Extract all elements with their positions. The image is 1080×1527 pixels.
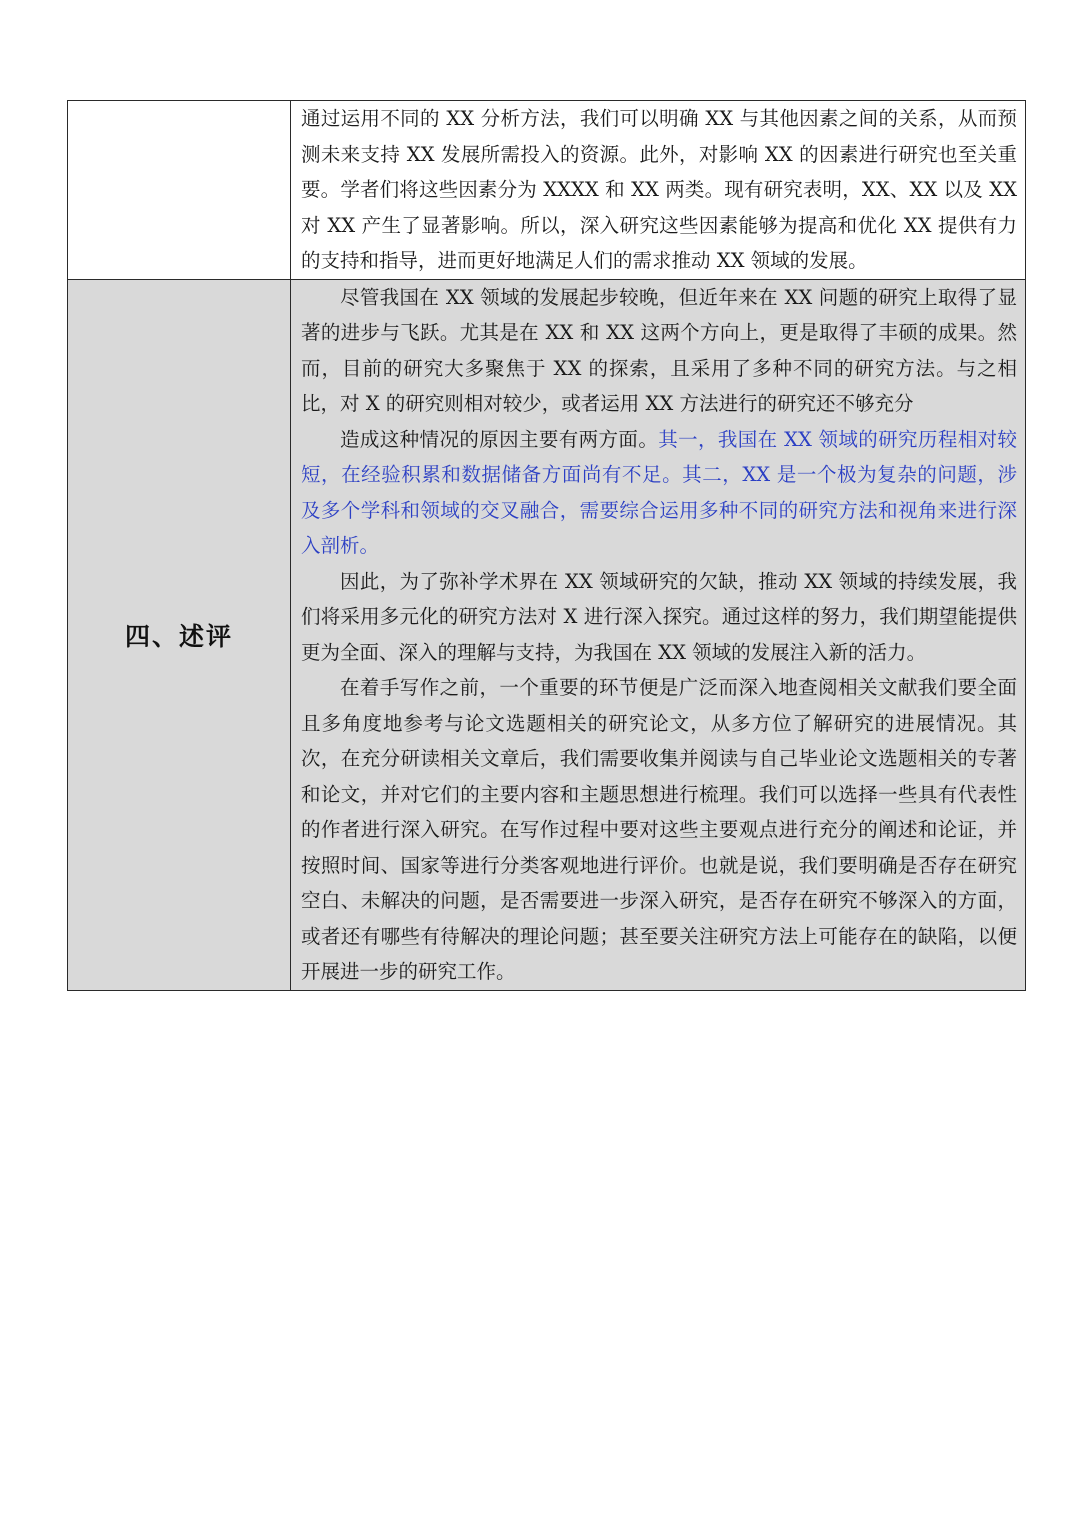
document-table bbox=[67, 100, 1026, 991]
review-paragraph-4: 在着手写作之前，一个重要的环节便是广泛而深入地查阅相关文献我们要全面且多角度地参考与论文选题相关的研究论文，从多方位了解研究的进展情况。其次，在充分研读相关文章后，我们需要收集并阅读与自己毕业论文选题相关的专著和论文，并对它们的主要内容和主题思想进行梳理。我们可以选择一些具有代表性的作者进行深入研究。在写作过程中要对这些主要观点进行充分的阐述和论证，并按照时间、国家等进行分类客观地进行评价。也就是说，我们要明确是否存在研究空白、未解决的问题，是否需要进一步深入研究，是否存在研究不够深入的方面，或者还有哪些有待解决的理论问题；甚至要关注研究方法上可能存在的缺陷，以便开展进一步的研究工作。 bbox=[301, 676, 1017, 983]
review-paragraph-2-plain: 造成这种情况的原因主要有两方面。 bbox=[340, 427, 659, 451]
label-cell-empty bbox=[68, 101, 291, 280]
table-row-review bbox=[68, 279, 1026, 990]
content-cell bbox=[291, 101, 1026, 280]
paragraph: 通过运用不同的 XX 分析方法，我们可以明确 XX 与其他因素之间的关系，从而预测未来支持 XX 发展所需投入的资源。此外，对影响 XX 的因素进行研究也至关重要。学者们将这些因素分为 XXXX 和 XX 两类。现有研究表明，XX、XX 以及 XX 对 XX 产生了显著影响。所以，深入研究这些因素能够为提高和优化 XX 提供有力的支持和指导，进而更好地满足人们的需求推动 XX 领域的发展。 bbox=[301, 107, 1017, 272]
section-label-cell bbox=[68, 279, 291, 990]
review-paragraph-3: 因此，为了弥补学术界在 XX 领域研究的欠缺，推动 XX 领域的持续发展，我们将采用多元化的研究方法对 X 进行深入探究。通过这样的努力，我们期望能提供更为全面、深入的理解与支持，为我国在 XX 领域的发展注入新的活力。 bbox=[301, 569, 1017, 664]
review-content-cell bbox=[291, 279, 1026, 990]
section-label: 四、述评 bbox=[124, 621, 233, 651]
table-row bbox=[68, 101, 1026, 280]
review-paragraph-2 bbox=[301, 422, 1017, 564]
review-paragraph-2-highlight: 其一，我国在 XX 领域的研究历程相对较短，在经验积累和数据储备方面尚有不足。其二，XX 是一个极为复杂的问题，涉及多个学科和领域的交叉融合，需要综合运用多种不同的研究方法和视角来进行深入剖析。 bbox=[301, 427, 1017, 557]
review-paragraph-1: 尽管我国在 XX 领域的发展起步较晚，但近年来在 XX 问题的研究上取得了显著的进步与飞跃。尤其是在 XX 和 XX 这两个方向上，更是取得了丰硕的成果。然而，目前的研究大多聚焦于 XX 的探索，且采用了多种不同的研究方法。与之相比，对 X 的研究则相对较少，或者运用 XX 方法进行的研究还不够充分 bbox=[301, 285, 1017, 415]
